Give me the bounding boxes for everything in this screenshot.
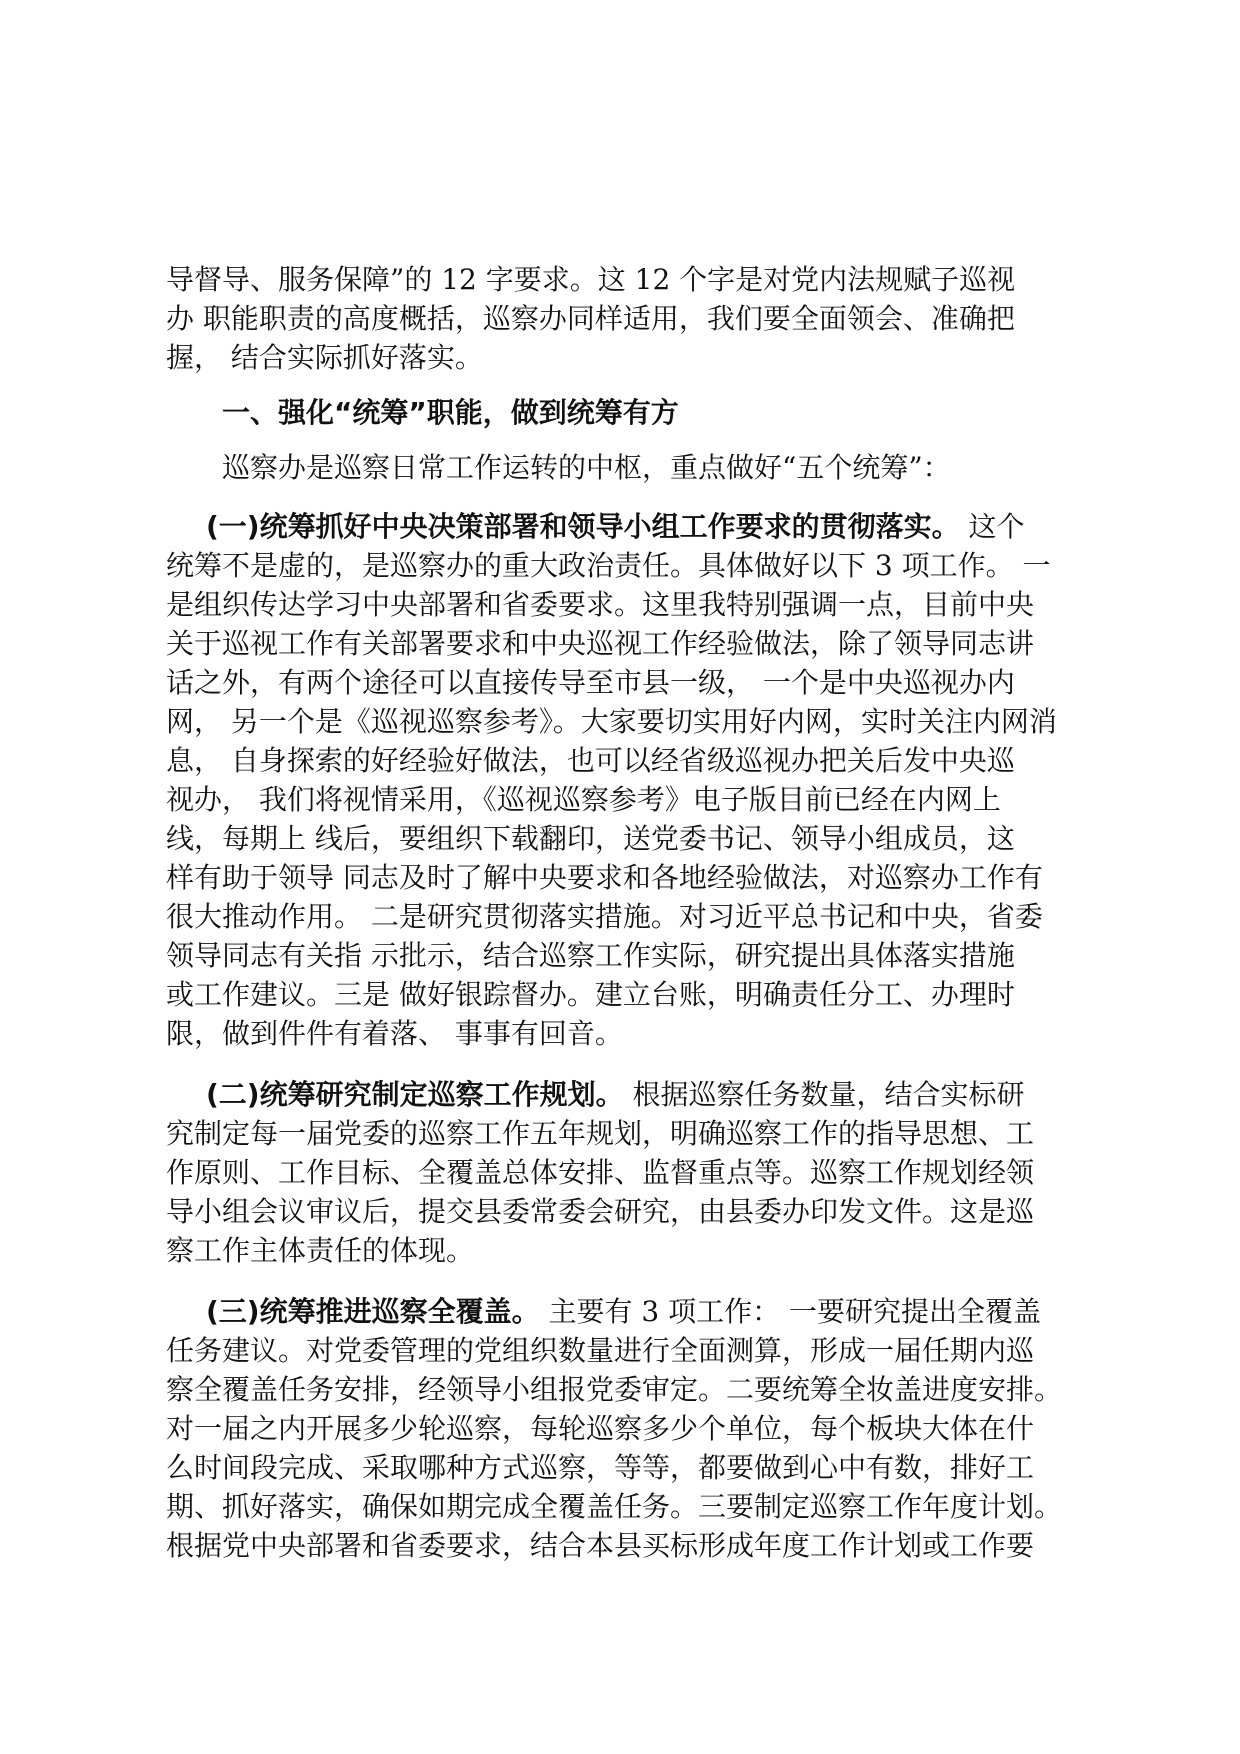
subsection-2-title: (二)统筹研究制定巡察工作规划。 [206, 1078, 624, 1111]
subsection-1-first-tail: 这个 [959, 510, 1025, 543]
text-line: 视办， 我们将视情采用，《巡视巡察参考》电子版目前已经在内网上 [166, 783, 1001, 816]
subsection-3-first-tail: 主要有 3 项工作： 一要研究提出全覆盖 [539, 1295, 1042, 1328]
text-line: 领导同志有关指 示批示，结合巡察工作实际，研究提出具体落实措施 [166, 939, 1015, 972]
text-line: 息， 自身探索的好经验好做法，也可以经省级巡视办把关后发中央巡 [166, 744, 1015, 777]
text-line: 线，每期上 线后，要组织下载翻印，送党委书记、领导小组成员，这 [166, 822, 1015, 855]
subsection-1-title: (一)统筹抓好中央决策部署和领导小组工作要求的贯彻落实。 [206, 510, 960, 543]
subsection-2-first-tail: 根据巡察任务数量，结合实标研 [623, 1078, 1025, 1111]
subsection-3-title: (三)统筹推进巡察全覆盖。 [206, 1295, 540, 1328]
text-line: 期、抓好落实，确保如期完成全覆盖任务。三要制定巡察工作年度计划。 [166, 1490, 1063, 1523]
text-line: 么时间段完成、采取哪种方式巡察，等等，都要做到心中有数，排好工 [166, 1451, 1035, 1484]
subsection-3 [166, 1292, 1086, 1565]
section-heading: 一、强化“统筹”职能，做到统筹有方 [222, 396, 679, 429]
text-line: 察全覆盖任务安排，经领导小组报党委审定。二要统筹全妆盖进度安排。 [166, 1373, 1063, 1406]
text-line: 话之外，有两个途径可以直接传导至市县一级， 一个是中央巡视办内 [166, 666, 1015, 699]
document-body [166, 260, 1086, 1565]
text-line: 对一届之内开展多少轮巡察，每轮巡察多少个单位，每个板块大体在什 [166, 1412, 1035, 1445]
text-line: 察工作主体责任的体现。 [166, 1234, 475, 1267]
subsection-2-first-line [206, 1075, 1086, 1114]
text-line: 关于巡视工作有关部署要求和中央巡视工作经验做法，除了领导同志讲 [166, 627, 1035, 660]
text-line: 导小组会议审议后，提交县委常委会研究，由县委办印发文件。这是巡 [166, 1195, 1035, 1228]
text-line: 网， 另一个是《巡视巡察参考》。大家要切实用好内网，实时关注内网消 [166, 705, 1057, 738]
text-line: 是组织传达学习中央部署和省委要求。这里我特别强调一点，目前中央 [166, 588, 1035, 621]
text-line: 究制定每一届党委的巡察工作五年规划，明确巡察工作的指导思想、工 [166, 1117, 1035, 1150]
text-line: 办 职能职责的高度概括，巡察办同样适用，我们要全面领会、准确把 [166, 302, 1015, 335]
text-line: 握， 结合实际抓好落实。 [166, 341, 483, 374]
text-line: 很大推动作用。 二是研究贯彻落实措施。对习近平总书记和中央，省委 [166, 900, 1043, 933]
subsection-2 [166, 1075, 1086, 1270]
text-line: 限，做到件件有着落、 事事有回音。 [166, 1017, 623, 1050]
subsection-3-first-line [206, 1292, 1086, 1331]
text-line: 统筹不是虚的，是巡察办的重大政治责任。具体做好以下 3 项工作。 一 [166, 549, 1051, 582]
text-line: 根据党中央部署和省委要求，结合本县买标形成年度工作计划或工作要 [166, 1529, 1035, 1562]
text-line: 导督导、服务保障”的 12 字要求。这 12 个字是对党内法规赋子巡视 [166, 263, 1016, 296]
text-line: 或工作建议。三是 做好银踪督办。建立台账，明确责任分工、办理时 [166, 978, 1015, 1011]
text-line: 作原则、工作目标、全覆盖总体安排、监督重点等。巡察工作规划经领 [166, 1156, 1035, 1189]
text-line: 样有助于领导 同志及时了解中央要求和各地经验做法，对巡察办工作有 [166, 861, 1043, 894]
subsection-1-first-line [206, 507, 1086, 546]
intro-paragraph [166, 260, 1086, 377]
subsection-1 [166, 507, 1086, 1053]
text-line: 任务建议。对党委管理的党组织数量进行全面测算，形成一届任期内巡 [166, 1334, 1035, 1367]
section-intro: 巡察办是巡察日常工作运转的中枢，重点做好“五个统筹”： [222, 451, 951, 484]
